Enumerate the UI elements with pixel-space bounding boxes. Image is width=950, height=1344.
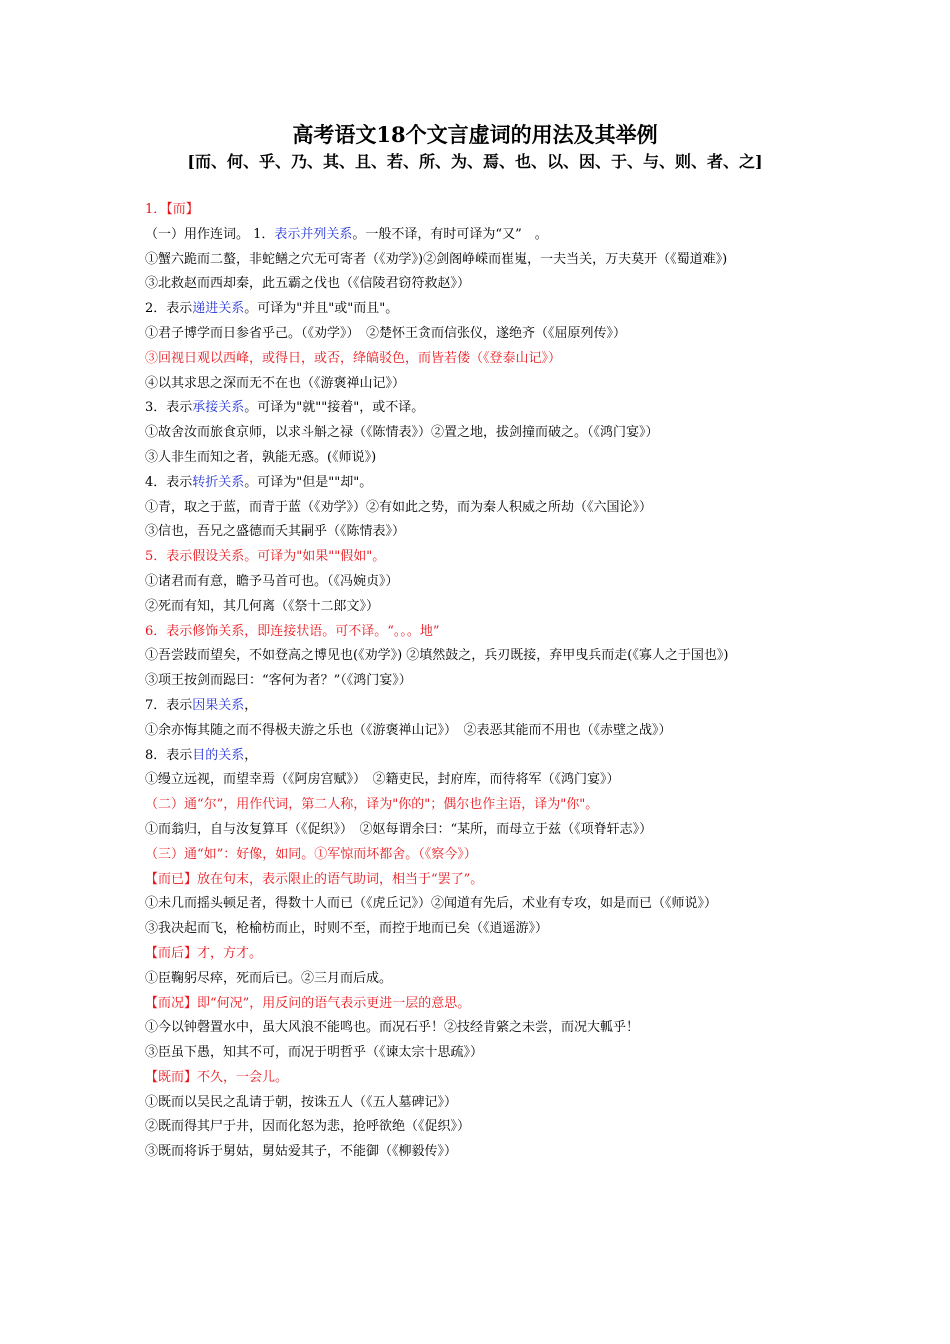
text-segment: 6．表示修饰关系，即连接状语。可不译。“。。。地” bbox=[145, 623, 440, 639]
text-segment: 5．表示假设关系。可译为"如果""假如"。 bbox=[145, 549, 386, 565]
text-line bbox=[145, 520, 825, 545]
text-segment: ③我决起而飞，枪榆枋而止，时则不至，而控于地而已矣（《逍遥游》） bbox=[145, 921, 549, 937]
text-line bbox=[145, 396, 825, 421]
text-line bbox=[145, 1066, 825, 1091]
text-line bbox=[145, 198, 825, 223]
text-segment: ③回视日观以西峰，或得日，或否，绛皜驳色，而皆若偻（《登泰山记》） bbox=[145, 350, 562, 366]
text-segment: ①缦立远视，而望幸焉（《阿房宫赋》） ②籍吏民，封府库，而待将军（《鸿门宴》） bbox=[145, 772, 620, 788]
text-segment: ①诸君而有意，瞻予马首可也。（《冯婉贞》） bbox=[145, 573, 399, 589]
text-segment: 【而后】才，方才。 bbox=[145, 945, 263, 961]
text-segment: ④以其求思之深而无不在也（《游褒禅山记》） bbox=[145, 375, 406, 391]
text-line bbox=[145, 892, 825, 917]
text-segment: ， bbox=[244, 697, 258, 713]
text-line bbox=[145, 446, 825, 471]
text-segment: 。可译为"但是""却"。 bbox=[244, 474, 373, 490]
text-line bbox=[145, 768, 825, 793]
text-line bbox=[145, 719, 825, 744]
text-line bbox=[145, 471, 825, 496]
text-segment: 转折关系 bbox=[192, 474, 245, 490]
page-title: 高考语文18个文言虚词的用法及其举例 bbox=[292, 122, 658, 147]
text-line bbox=[145, 595, 825, 620]
text-segment: ②死而有知，其几何离（《祭十二郎文》） bbox=[145, 598, 380, 614]
text-line bbox=[145, 545, 825, 570]
text-segment: （一）用作连词。 1． bbox=[145, 226, 275, 242]
text-segment: ①而翁归，自与汝复算耳（《促织》） ②妪每谓余曰：“某所，而母立于兹（《项脊轩志》） bbox=[145, 821, 653, 837]
text-segment: 。可译为"并且"或"而且"。 bbox=[244, 301, 399, 317]
text-line bbox=[145, 868, 825, 893]
text-segment: 。一般不译，有时可译为“又” 。 bbox=[352, 226, 548, 242]
document-body bbox=[145, 198, 825, 1165]
text-segment: 递进关系 bbox=[192, 301, 245, 317]
text-segment: ③北救赵而西却秦，此五霸之伐也（《信陵君窃符救赵》） bbox=[145, 276, 471, 292]
text-segment: 承接关系 bbox=[192, 400, 245, 416]
text-segment: ①臣鞠躬尽瘁，死而后已。②三月而后成。 bbox=[145, 970, 393, 986]
text-segment: ①青，取之于蓝，而青于蓝（《劝学》）②有如此之势，而为秦人积威之所劫（《六国论》） bbox=[145, 499, 653, 515]
text-segment: ①君子博学而日参省乎己。（《劝学》） ②楚怀王贪而信张仪，遂绝齐（《屈原列传》） bbox=[145, 325, 627, 341]
text-line bbox=[145, 248, 825, 273]
text-line bbox=[145, 694, 825, 719]
text-line bbox=[145, 223, 825, 248]
text-segment: 。可译为"就""接着"，或不译。 bbox=[244, 400, 425, 416]
text-segment: ③项王按剑而跽曰：“客何为者？”（《鸿门宴》） bbox=[145, 673, 412, 689]
text-segment: 7．表示 bbox=[145, 697, 193, 713]
text-segment: ①未几而摇头顿足者，得数十人而已（《虎丘记》）②闻道有先后，术业有专攻，如是而已（《师说》） bbox=[145, 896, 718, 912]
text-segment: 【而已】放在句末，表示限止的语气助词，相当于“罢了”。 bbox=[145, 871, 484, 887]
text-segment: 1．【而】 bbox=[145, 202, 199, 217]
text-line bbox=[145, 967, 825, 992]
text-line bbox=[145, 347, 825, 372]
text-line bbox=[145, 1041, 825, 1066]
text-segment: ①故舍汝而旅食京师，以求斗斛之禄（《陈情表》）②置之地，拔剑撞而破之。（《鸿门宴》） bbox=[145, 425, 659, 441]
text-line bbox=[145, 372, 825, 397]
text-line bbox=[145, 843, 825, 868]
text-line bbox=[145, 297, 825, 322]
text-line bbox=[145, 272, 825, 297]
text-line bbox=[145, 1016, 825, 1041]
text-line bbox=[145, 942, 825, 967]
text-segment: 因果关系 bbox=[192, 697, 245, 713]
text-line bbox=[145, 620, 825, 645]
text-segment: ③臣虽下愚，知其不可，而况于明哲乎（《谏太宗十思疏》） bbox=[145, 1045, 484, 1061]
text-segment: ②既而得其尸于井，因而化怒为悲，抢呼欲绝（《促织》） bbox=[145, 1119, 471, 1135]
text-segment: （三）通“如”：好像，如同。①军惊而坏都舍。（《察今》） bbox=[145, 846, 477, 862]
text-segment: ③信也，吾兄之盛德而夭其嗣乎（《陈情表》） bbox=[145, 524, 406, 540]
text-line bbox=[145, 1140, 825, 1165]
text-line bbox=[145, 992, 825, 1017]
text-line bbox=[145, 669, 825, 694]
text-line bbox=[145, 570, 825, 595]
text-line bbox=[145, 322, 825, 347]
text-segment: （二）通“尔”，用作代词，第二人称，译为"你的"；偶尔也作主语，译为"你"。 bbox=[145, 797, 599, 813]
text-line bbox=[145, 917, 825, 942]
text-segment: 【而况】即“何况”，用反问的语气表示更进一层的意思。 bbox=[145, 995, 471, 1011]
text-segment: 目的关系 bbox=[192, 747, 245, 763]
text-line bbox=[145, 421, 825, 446]
text-segment: ①蟹六跪而二螯，非蛇鳝之穴无可寄者（《劝学》)②剑阁峥嵘而崔嵬，一夫当关，万夫莫开（《蜀道难》) bbox=[145, 251, 728, 267]
text-segment: ③既而将诉于舅姑，舅姑爱其子，不能御（《柳毅传》） bbox=[145, 1144, 458, 1160]
text-segment: 8．表示 bbox=[145, 747, 193, 763]
text-segment: 表示并列关系 bbox=[274, 226, 353, 242]
text-line bbox=[145, 744, 825, 769]
text-segment: ①既而以吴民之乱请于朝，按诛五人（《五人墓碑记》） bbox=[145, 1094, 458, 1110]
text-segment: ①今以钟磬置水中，虽大风浪不能鸣也。而况石乎！②技经肯綮之未尝，而况大軱乎！ bbox=[145, 1020, 640, 1036]
text-segment: ①吾尝跂而望矣，不如登高之博见也(《劝学》) ②填然鼓之，兵刃既接，弃甲曳兵而走(《寡人之于国也》) bbox=[145, 648, 729, 664]
text-line bbox=[145, 496, 825, 521]
text-segment: 3．表示 bbox=[145, 400, 193, 416]
text-line bbox=[145, 1091, 825, 1116]
text-segment: 2．表示 bbox=[145, 301, 193, 317]
page-subtitle: [而、何、乎、乃、其、且、若、所、为、焉、也、以、因、于、与、则、者、之] bbox=[187, 152, 763, 171]
text-line bbox=[145, 1115, 825, 1140]
text-segment: ③人非生而知之者，孰能无惑。(《师说》) bbox=[145, 449, 377, 465]
text-segment: ①余亦悔其随之而不得极夫游之乐也（《游褒禅山记》） ②表恶其能而不用也（《赤壁之战》） bbox=[145, 722, 672, 738]
text-line bbox=[145, 793, 825, 818]
text-line bbox=[145, 818, 825, 843]
text-line bbox=[145, 644, 825, 669]
text-segment: 4．表示 bbox=[145, 474, 193, 490]
text-segment: ， bbox=[244, 747, 258, 763]
text-segment: 【既而】不久，一会儿。 bbox=[145, 1069, 289, 1085]
